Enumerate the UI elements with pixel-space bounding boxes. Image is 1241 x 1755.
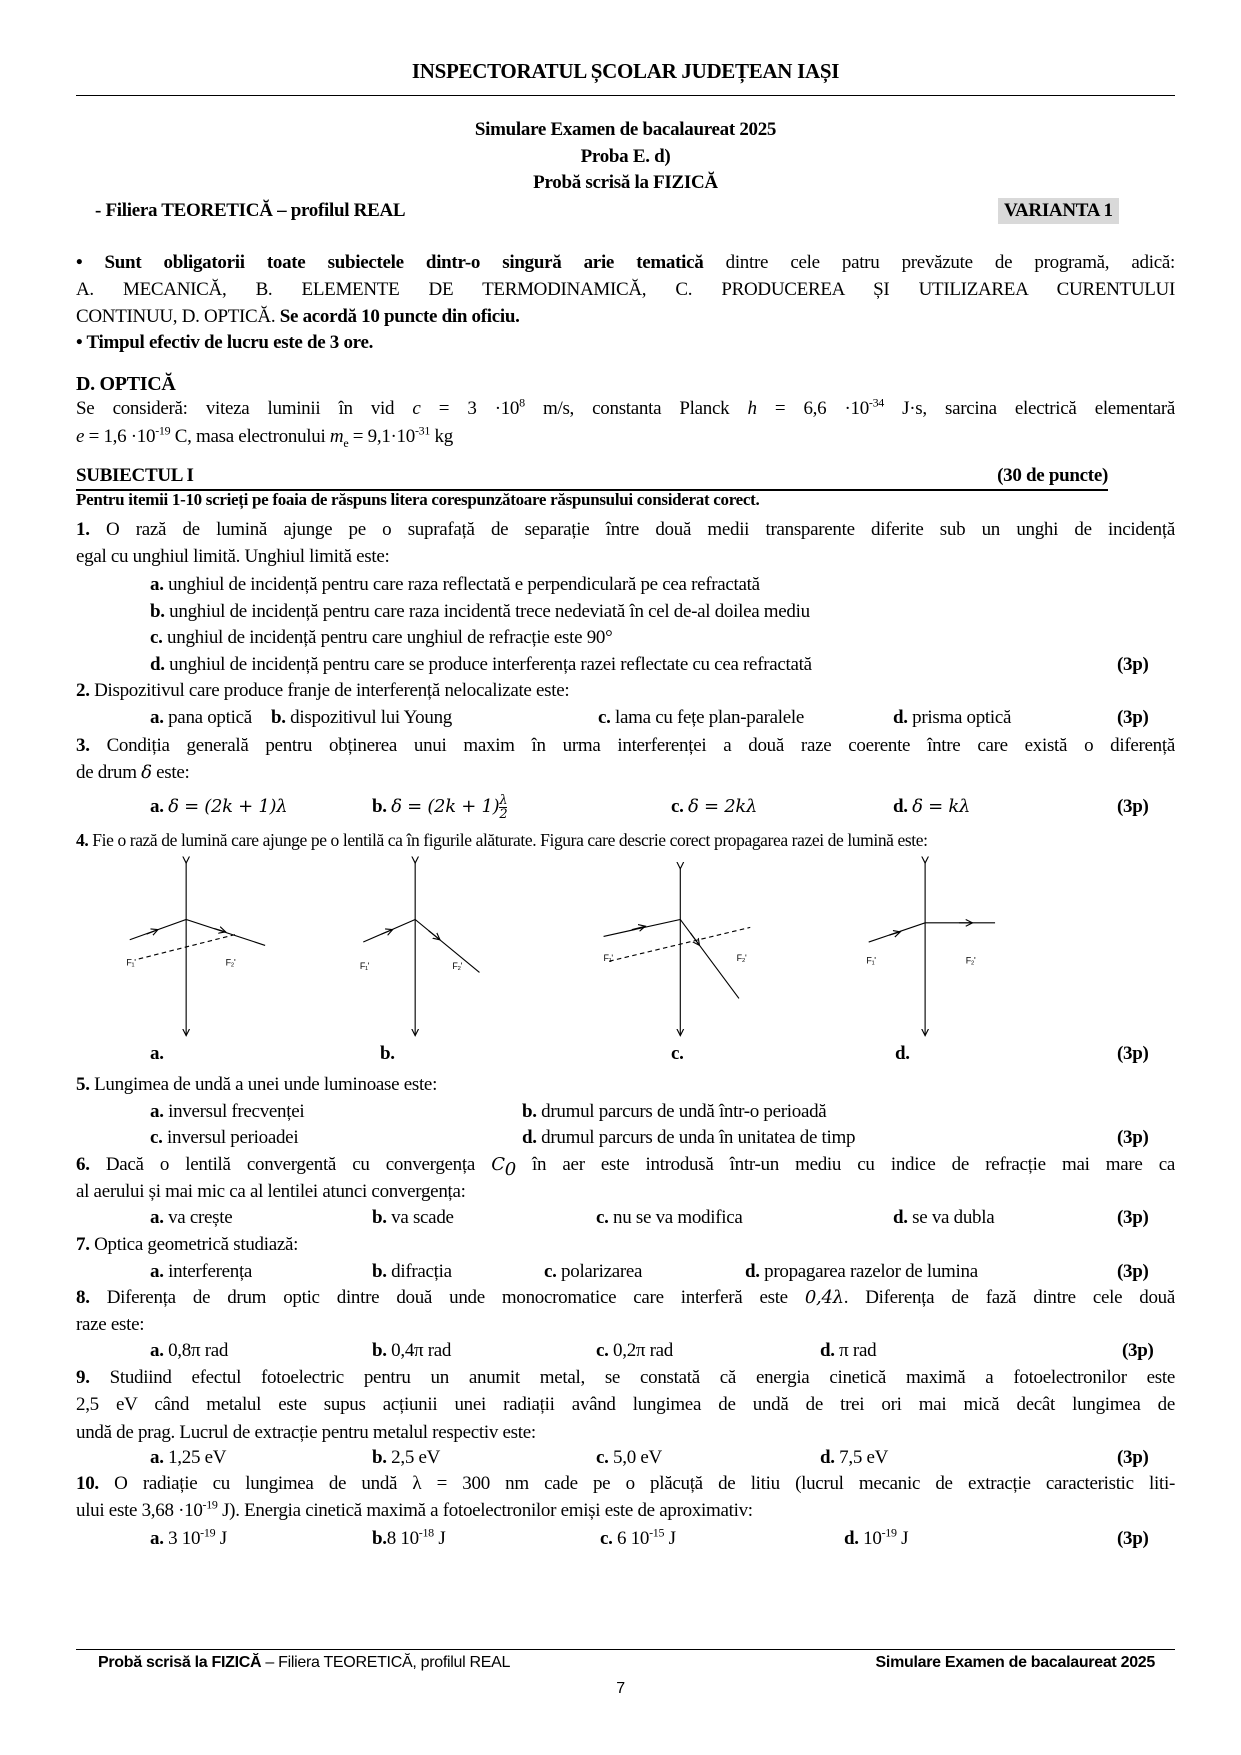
question-text: undă de prag. Lucrul de extracție pentru metalul respectiv este: <box>76 1422 536 1443</box>
question-text: raze este: <box>76 1314 145 1335</box>
exponent: -19 <box>881 1525 897 1540</box>
option-d[interactable] <box>522 1125 855 1151</box>
option-text: 1,25 eV <box>168 1447 227 1468</box>
text: = 3 ·10 <box>420 398 520 419</box>
option-a[interactable] <box>150 1259 252 1285</box>
option-letter: d. <box>820 1340 835 1361</box>
option-text: 7,5 eV <box>839 1447 889 1468</box>
text: = 1,6 ·10 <box>84 426 156 447</box>
points: (3p) <box>1117 1447 1149 1468</box>
unit: J <box>215 1528 227 1549</box>
exponent: -19 <box>155 423 171 438</box>
option-letter: c. <box>150 1127 163 1148</box>
question-text: . Diferența de fază dintre cele două <box>843 1287 1175 1308</box>
option-text: 10 <box>863 1528 882 1549</box>
question-text: 2,5 eV când metalul este supus acțiunii unei radiații având lungimea de undă de trei ori mai mică decât lungimea de <box>76 1394 1175 1415</box>
page-number: 7 <box>616 1680 625 1697</box>
exponent: -19 <box>202 1497 218 1512</box>
question-text: în aer este introdusă într-un mediu cu indice de refracție mai mare ca <box>515 1154 1175 1175</box>
option-a[interactable] <box>150 1099 304 1125</box>
option-c[interactable] <box>600 1526 676 1552</box>
varianta-badge: VARIANTA 1 <box>998 198 1119 224</box>
option-letter: c. <box>596 1207 609 1228</box>
option-text: polarizarea <box>561 1261 643 1282</box>
figure-label-c[interactable]: c. <box>671 1043 684 1064</box>
text: = 6,6 ·10 <box>756 398 869 419</box>
footer-text: – Filiera TEORETICĂ, profilul REAL <box>261 1654 511 1671</box>
instruction-line: A. MECANICĂ, B. ELEMENTE DE TERMODINAMICĂ, C. PRODUCEREA ȘI UTILIZAREA CURENTULUI <box>76 279 1175 300</box>
option-text: unghiul de incidență pentru care raza reflectată e perpendiculară pe cea refractată <box>168 574 760 595</box>
question-text: Dispozitivul care produce franje de interferență nelocalizate este: <box>89 680 570 701</box>
instruction-bold: • Sunt obligatorii toate subiectele dintr-o singură arie tematică <box>76 252 704 273</box>
question-text <box>76 1498 1175 1524</box>
exam-title: Simulare Examen de bacalaureat 2025 <box>474 119 777 140</box>
option-b[interactable] <box>522 1099 826 1125</box>
ray-arrow <box>889 932 900 935</box>
option-letter: c. <box>598 707 611 728</box>
option-text: 0,8π rad <box>168 1340 229 1361</box>
option-letter: d. <box>893 1207 908 1228</box>
question-text: al aerului și mai mic ca al lentilei atunci convergența: <box>76 1181 466 1202</box>
option-letter: b. <box>372 796 387 817</box>
option-text: 0,2π rad <box>613 1340 673 1361</box>
text: C, masa electronului <box>170 426 330 447</box>
question-text: Diferența de drum optic dintre două unde monocromatice care interferă este <box>89 1287 805 1308</box>
fraction-denominator: 2 <box>499 807 508 823</box>
question-text: Studiind efectul fotoelectric pentru un anumit metal, se constată că energia cinetică maximă a fotoelectronilor este <box>89 1367 1175 1388</box>
question-number: 3. <box>76 735 90 756</box>
focus-label: F₂' <box>965 955 976 966</box>
option-letter: c. <box>150 627 163 648</box>
unit: J <box>896 1528 909 1549</box>
option-c[interactable] <box>596 1205 743 1231</box>
ray-arrow <box>147 930 158 935</box>
exam-subject: Probă scrisă la FIZICĂ <box>533 172 718 193</box>
formula: δ = 2kλ <box>688 796 758 817</box>
option-c[interactable] <box>596 1338 673 1364</box>
section-title: D. OPTICĂ <box>76 373 176 395</box>
footer-left <box>98 1654 510 1672</box>
option-letter: b. <box>372 1207 387 1228</box>
focus-label: F₁' <box>126 957 136 968</box>
time-instruction: • Timpul efectiv de lucru este de 3 ore. <box>76 332 374 353</box>
ray-arrow <box>429 931 440 940</box>
text: J). Energia cinetică maximă a fotoelectronilor emiși este de aproximativ: <box>217 1500 753 1521</box>
dashed-line <box>139 934 237 959</box>
focus-label: F₂' <box>452 961 463 972</box>
option-letter: a. <box>150 1447 164 1468</box>
option-letter: d. <box>893 707 908 728</box>
footer-divider <box>76 1649 1175 1650</box>
option-letter: a. <box>150 1261 164 1282</box>
symbol: e <box>76 426 85 447</box>
option-text: 8 10 <box>386 1528 419 1549</box>
exponent: -31 <box>414 423 431 438</box>
option-d[interactable] <box>820 1338 876 1364</box>
text: ului este 3,68 ·10 <box>76 1500 203 1521</box>
option-letter: b. <box>150 601 165 622</box>
points: (3p) <box>1117 1043 1149 1064</box>
light-ray <box>869 923 995 942</box>
option-letter: b. <box>372 1528 387 1549</box>
figure-label-a[interactable]: a. <box>150 1043 164 1064</box>
option-c[interactable] <box>596 1445 662 1471</box>
question-10 <box>76 1471 1175 1497</box>
question-number: 9. <box>76 1367 90 1388</box>
ray-arrow <box>690 933 699 945</box>
question-text: egal cu unghiul limită. Unghiul limită este: <box>76 546 390 567</box>
option-b[interactable] <box>372 1526 445 1552</box>
question-text: Fie o rază de lumină care ajunge pe o lentilă ca în figurile alăturate. Figura care descrie corect propagarea razei de lumină este: <box>88 830 928 850</box>
institution-title: INSPECTORATUL ȘCOLAR JUDEȚEAN IAȘI <box>411 59 840 83</box>
question-number: 6. <box>76 1154 90 1175</box>
option-text: unghiul de incidență pentru care se produce interferența razei reflectate cu cea refractată <box>169 654 812 675</box>
option-letter: c. <box>596 1340 609 1361</box>
option-c[interactable] <box>150 1125 298 1151</box>
question-text: O radiație cu lungimea de undă λ = 300 nm cade pe o plăcuță de litiu (lucrul mecanic de extracție caracteristic liti- <box>98 1473 1175 1494</box>
text: de drum <box>76 762 142 783</box>
question-8 <box>76 1285 1175 1311</box>
question-6 <box>76 1152 1175 1178</box>
option-letter: d. <box>844 1528 859 1549</box>
question-9 <box>76 1365 1175 1391</box>
option-text: va scade <box>391 1207 454 1228</box>
option-letter: b. <box>522 1101 537 1122</box>
question-number: 1. <box>76 519 90 540</box>
figure-label-b[interactable]: b. <box>380 1043 395 1064</box>
option-d[interactable] <box>844 1526 908 1552</box>
option-text: inversul frecvenței <box>168 1101 305 1122</box>
option-text: 3 10 <box>168 1528 201 1549</box>
points: (3p) <box>1117 1261 1149 1282</box>
option-letter: d. <box>522 1127 537 1148</box>
option-letter: a. <box>150 796 164 817</box>
focus-label: F₂' <box>225 957 236 968</box>
option-letter: b. <box>372 1447 387 1468</box>
option-letter: d. <box>820 1447 835 1468</box>
text: kg <box>430 426 453 447</box>
option-a[interactable] <box>150 1205 232 1231</box>
ray-arrow <box>214 928 225 931</box>
option-text: prisma optică <box>912 707 1012 728</box>
option-letter: a. <box>150 1528 164 1549</box>
option-text: lama cu fețe plan-paralele <box>615 707 804 728</box>
option-b[interactable] <box>372 1259 452 1285</box>
subject-points: (30 de puncte) <box>997 465 1108 486</box>
figure-label-d[interactable]: d. <box>895 1043 910 1064</box>
instruction-text: dintre cele patru prevăzute de programă, adică: <box>703 252 1175 273</box>
points: (3p) <box>1117 1127 1149 1148</box>
option-text: drumul parcurs de unda în unitatea de timp <box>541 1127 856 1148</box>
figure-d <box>869 863 995 1036</box>
question-number: 10. <box>76 1473 99 1494</box>
exam-proba: Proba E. d) <box>580 146 671 167</box>
option-letter: a. <box>150 1101 164 1122</box>
option-letter: b. <box>372 1261 387 1282</box>
option-letter: b. <box>271 707 286 728</box>
exponent: 8 <box>519 396 525 410</box>
option-text: 5,0 eV <box>613 1447 662 1468</box>
option-text: va crește <box>168 1207 233 1228</box>
question-5 <box>76 1072 1175 1098</box>
exponent: -19 <box>200 1525 216 1540</box>
text: = 9,1·10 <box>348 426 415 447</box>
option-text: unghiul de incidență pentru care unghiul de refracție este 90° <box>167 627 613 648</box>
option-text: pana optică <box>168 707 252 728</box>
symbol: h <box>747 398 757 419</box>
option-d[interactable] <box>893 1205 994 1231</box>
unit: J <box>664 1528 676 1549</box>
option-text: dispozitivul lui Young <box>290 707 452 728</box>
fraction-numerator: λ <box>499 793 508 809</box>
option-b[interactable] <box>372 1445 440 1471</box>
figure-c <box>604 869 751 1036</box>
option-c[interactable] <box>544 1259 642 1285</box>
light-ray <box>604 919 739 998</box>
option-text: difracția <box>391 1261 452 1282</box>
option-d[interactable] <box>745 1259 978 1285</box>
focus-label: F₂' <box>736 953 747 964</box>
option-letter: b. <box>372 1340 387 1361</box>
symbol: c <box>412 398 421 419</box>
question-number: 4. <box>76 830 89 850</box>
option-letter: d. <box>150 654 165 675</box>
question-text: Dacă o lentilă convergentă cu convergența <box>89 1154 492 1175</box>
question-7 <box>76 1232 1175 1258</box>
symbol: m <box>329 426 344 447</box>
figure-b <box>363 863 479 1036</box>
option-letter: a. <box>150 1207 164 1228</box>
text: J·s, sarcina electrică elementară <box>884 398 1175 419</box>
option-d[interactable] <box>820 1445 888 1471</box>
option-text: 2,5 eV <box>391 1447 441 1468</box>
option-letter: a. <box>150 1340 164 1361</box>
footer-right: Simulare Examen de bacalaureat 2025 <box>875 1654 1155 1671</box>
option-text: nu se va modifica <box>613 1207 743 1228</box>
symbol: C <box>491 1154 505 1175</box>
question-text: Lungimea de undă a unei unde luminoase este: <box>89 1074 438 1095</box>
option-text: 0,4π rad <box>391 1340 452 1361</box>
text: m/s, constanta Planck <box>524 398 748 419</box>
footer-bold: Probă scrisă la FIZICĂ <box>98 1654 262 1671</box>
subject-title: SUBIECTUL I <box>76 465 194 486</box>
option-text: se va dubla <box>912 1207 995 1228</box>
filiera: - Filiera TEORETICĂ – profilul REAL <box>95 200 406 221</box>
focus-label: F₁' <box>866 955 876 966</box>
subject-instruction: Pentru itemii 1-10 scrieți pe foaia de răspuns litera corespunzătoare răspunsului considerat corect. <box>76 490 760 509</box>
option-text: 6 10 <box>617 1528 650 1549</box>
figure-a <box>130 863 265 1036</box>
focus-label: F₁' <box>359 961 370 972</box>
option-letter: c. <box>544 1261 557 1282</box>
question-number: 2. <box>76 680 90 701</box>
question-text: O rază de lumină ajunge pe o suprafață de separație între două medii transparente diferite sub un unghi de incidență <box>89 519 1175 540</box>
option-letter: a. <box>150 707 164 728</box>
points: (3p) <box>1117 796 1149 817</box>
question-number: 5. <box>76 1074 90 1095</box>
exponent: -34 <box>868 396 885 410</box>
question-number: 8. <box>76 1287 90 1308</box>
unit: J <box>433 1528 446 1549</box>
option-letter: c. <box>596 1447 609 1468</box>
option-letter: c. <box>671 796 684 817</box>
text: este: <box>151 762 190 783</box>
option-letter: d. <box>745 1261 760 1282</box>
option-a[interactable] <box>150 1526 227 1552</box>
text: Se consideră: viteza luminii în vid <box>76 398 413 419</box>
option-b[interactable] <box>372 1205 454 1231</box>
subscript: 0 <box>504 1158 516 1178</box>
question-text: Optica geometrică studiază: <box>89 1234 299 1255</box>
option-b[interactable] <box>372 1338 451 1364</box>
formula: δ = kλ <box>912 796 971 817</box>
option-text: drumul parcurs de undă într-o perioadă <box>541 1101 827 1122</box>
exponent: -15 <box>649 1525 665 1540</box>
question-number: 7. <box>76 1234 90 1255</box>
focus-label: F₁' <box>603 953 613 964</box>
option-letter: a. <box>150 574 164 595</box>
option-letter: d. <box>893 796 908 817</box>
option-letter: c. <box>600 1528 613 1549</box>
formula: δ = (2k + 1) <box>391 796 500 817</box>
instruction-text: CONTINUU, D. OPTICĂ. <box>76 306 280 327</box>
points: (3p) <box>1117 1207 1149 1228</box>
points: (3p) <box>1117 654 1149 675</box>
ray-arrow <box>381 930 392 935</box>
option-text: inversul perioadei <box>167 1127 299 1148</box>
instruction-bold: Se acordă 10 puncte din oficiu. <box>279 306 520 327</box>
option-text: interferența <box>168 1261 253 1282</box>
points: (3p) <box>1117 1528 1149 1549</box>
option-a[interactable] <box>150 1338 228 1364</box>
option-text: propagarea razelor de lumina <box>764 1261 978 1282</box>
question-text: Condiția generală pentru obținerea unui maxim în urma interferenței a două raze coerente între care există o diferență <box>89 735 1175 756</box>
option-a[interactable] <box>150 1445 226 1471</box>
formula: δ = (2k + 1)λ <box>168 796 288 817</box>
exponent: -18 <box>418 1525 434 1540</box>
option-text: unghiul de incidență pentru care raza incidentă trece nedeviată în cel de-al doilea mediu <box>169 601 810 622</box>
points: (3p) <box>1122 1340 1154 1361</box>
symbol: δ <box>141 762 152 783</box>
option-text: π rad <box>839 1340 877 1361</box>
points: (3p) <box>1117 707 1149 728</box>
formula: 0,4λ <box>804 1287 844 1308</box>
subscript: e <box>343 435 349 450</box>
